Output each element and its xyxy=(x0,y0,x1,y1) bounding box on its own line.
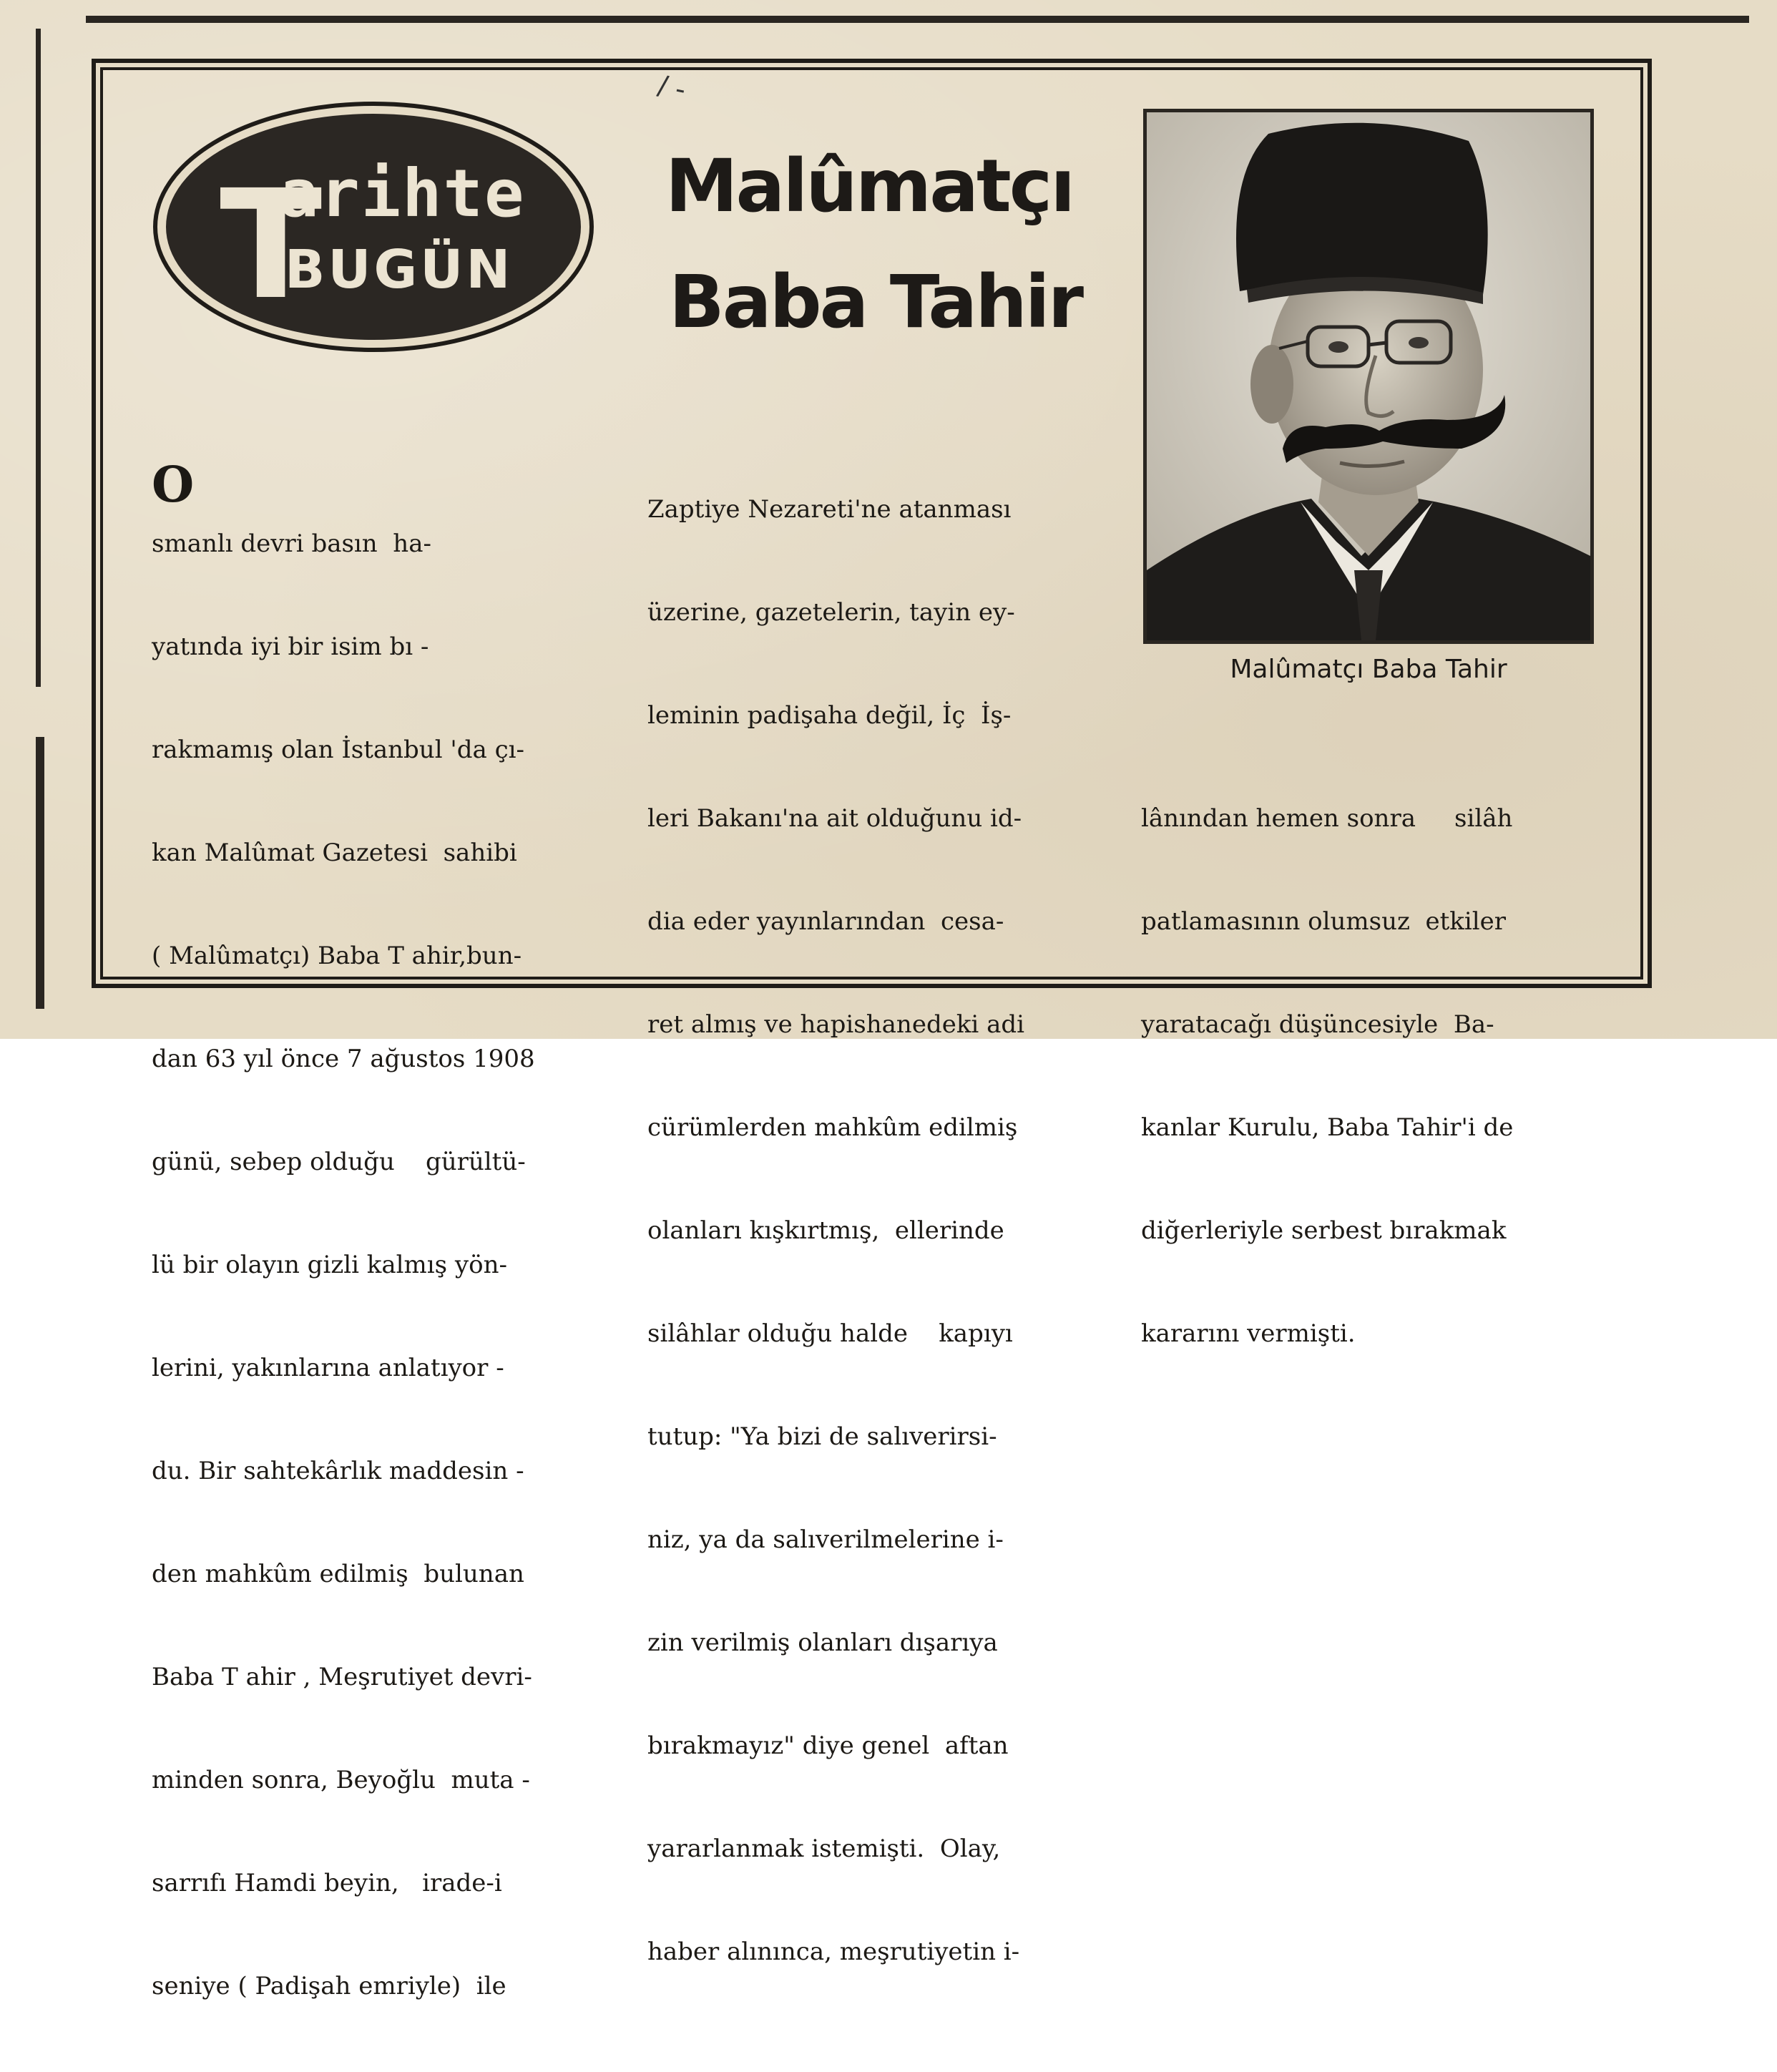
drop-cap: O xyxy=(152,456,195,514)
portrait-photo xyxy=(1143,109,1594,644)
column-1-line: seniye ( Padişah emriyle) ile xyxy=(152,1972,506,2000)
column-1-line: smanlı devri basın ha- xyxy=(152,529,431,558)
column-1-line: kan Malûmat Gazetesi sahibi xyxy=(152,839,517,867)
headline xyxy=(665,144,1082,345)
article-column-3 xyxy=(1141,733,1606,1419)
column-2-line: zin verilmiş olanları dışarıya xyxy=(647,1628,998,1657)
column-1-line: minden sonra, Beyoğlu muta - xyxy=(152,1766,530,1794)
column-3-line: diğerleriyle serbest bırakmak xyxy=(1141,1216,1507,1245)
column-3-line: kararını vermişti. xyxy=(1141,1319,1356,1348)
logo-big-letter: T xyxy=(220,157,323,333)
column-3-line: lânından hemen sonra silâh xyxy=(1141,804,1513,833)
column-1-line: du. Bir sahtekârlık maddesin - xyxy=(152,1457,524,1485)
column-1-line: den mahkûm edilmiş bulunan xyxy=(152,1560,524,1588)
column-1-line: Baba T ahir , Meşrutiyet devri- xyxy=(152,1663,532,1691)
portrait-illustration xyxy=(1147,112,1590,640)
column-1-line: sarrıfı Hamdi beyin, irade-i xyxy=(152,1869,502,1897)
column-1-line: yatında iyi bir isim bı - xyxy=(152,632,429,661)
column-2-line: leri Bakanı'na ait olduğunu id- xyxy=(647,804,1022,833)
column-3-line: kanlar Kurulu, Baba Tahir'i de xyxy=(1141,1113,1514,1142)
column-1-line: lerini, yakınlarına anlatıyor - xyxy=(152,1354,504,1382)
headline-line-1: Malûmatçı xyxy=(665,144,1074,229)
column-2-line: yararlanmak istemişti. Olay, xyxy=(647,1834,1001,1863)
stray-mark: / - xyxy=(655,69,689,106)
column-2-line: tutup: "Ya bizi de salıverirsi- xyxy=(647,1422,997,1451)
photo-caption: Malûmatçı Baba Tahir xyxy=(1230,655,1507,684)
column-2-line: dia eder yayınlarından cesa- xyxy=(647,907,1004,936)
tarihte-bugun-logo xyxy=(152,100,595,354)
logo-word-bottom: BUGÜN xyxy=(285,239,514,300)
column-3-line: patlamasının olumsuz etkiler xyxy=(1141,907,1507,936)
left-edge-rule xyxy=(36,29,41,687)
column-2-line: üzerine, gazetelerin, tayin ey- xyxy=(647,598,1015,627)
column-2-line: Zaptiye Nezareti'ne atanması xyxy=(647,495,1012,524)
column-2-line: olanları kışkırtmış, ellerinde xyxy=(647,1216,1004,1245)
column-1-line: lü bir olayın gizli kalmış yön- xyxy=(152,1251,507,1279)
left-edge-rule-lower xyxy=(36,737,44,1009)
article-column-1 xyxy=(152,424,617,2072)
column-1-line: günü, sebep olduğu gürültü- xyxy=(152,1148,526,1176)
column-2-line: silâhlar olduğu halde kapıyı xyxy=(647,1319,1013,1348)
column-2-line: leminin padişaha değil, İç İş- xyxy=(647,701,1012,730)
article-column-2 xyxy=(647,424,1112,2038)
column-2-line: haber alınınca, meşrutiyetin i- xyxy=(647,1937,1020,1966)
column-1-line: rakmamış olan İstanbul 'da çı- xyxy=(152,736,524,764)
column-2-line: cürümlerden mahkûm edilmiş xyxy=(647,1113,1018,1142)
column-2-line: bırakmayız" diye genel aftan xyxy=(647,1731,1009,1760)
top-rule xyxy=(86,16,1749,23)
column-2-line: ret almış ve hapishanedeki adi xyxy=(647,1010,1025,1039)
headline-line-2: Baba Tahir xyxy=(669,260,1082,345)
column-2-line: niz, ya da salıverilmelerine i- xyxy=(647,1525,1004,1554)
column-3-line: yaratacağı düşüncesiyle Ba- xyxy=(1141,1010,1494,1039)
column-1-line: dan 63 yıl önce 7 ağustos 1908 xyxy=(152,1045,535,1073)
logo-word-top: arihte xyxy=(279,155,526,232)
column-1-line: ( Malûmatçı) Baba T ahir,bun- xyxy=(152,942,522,970)
